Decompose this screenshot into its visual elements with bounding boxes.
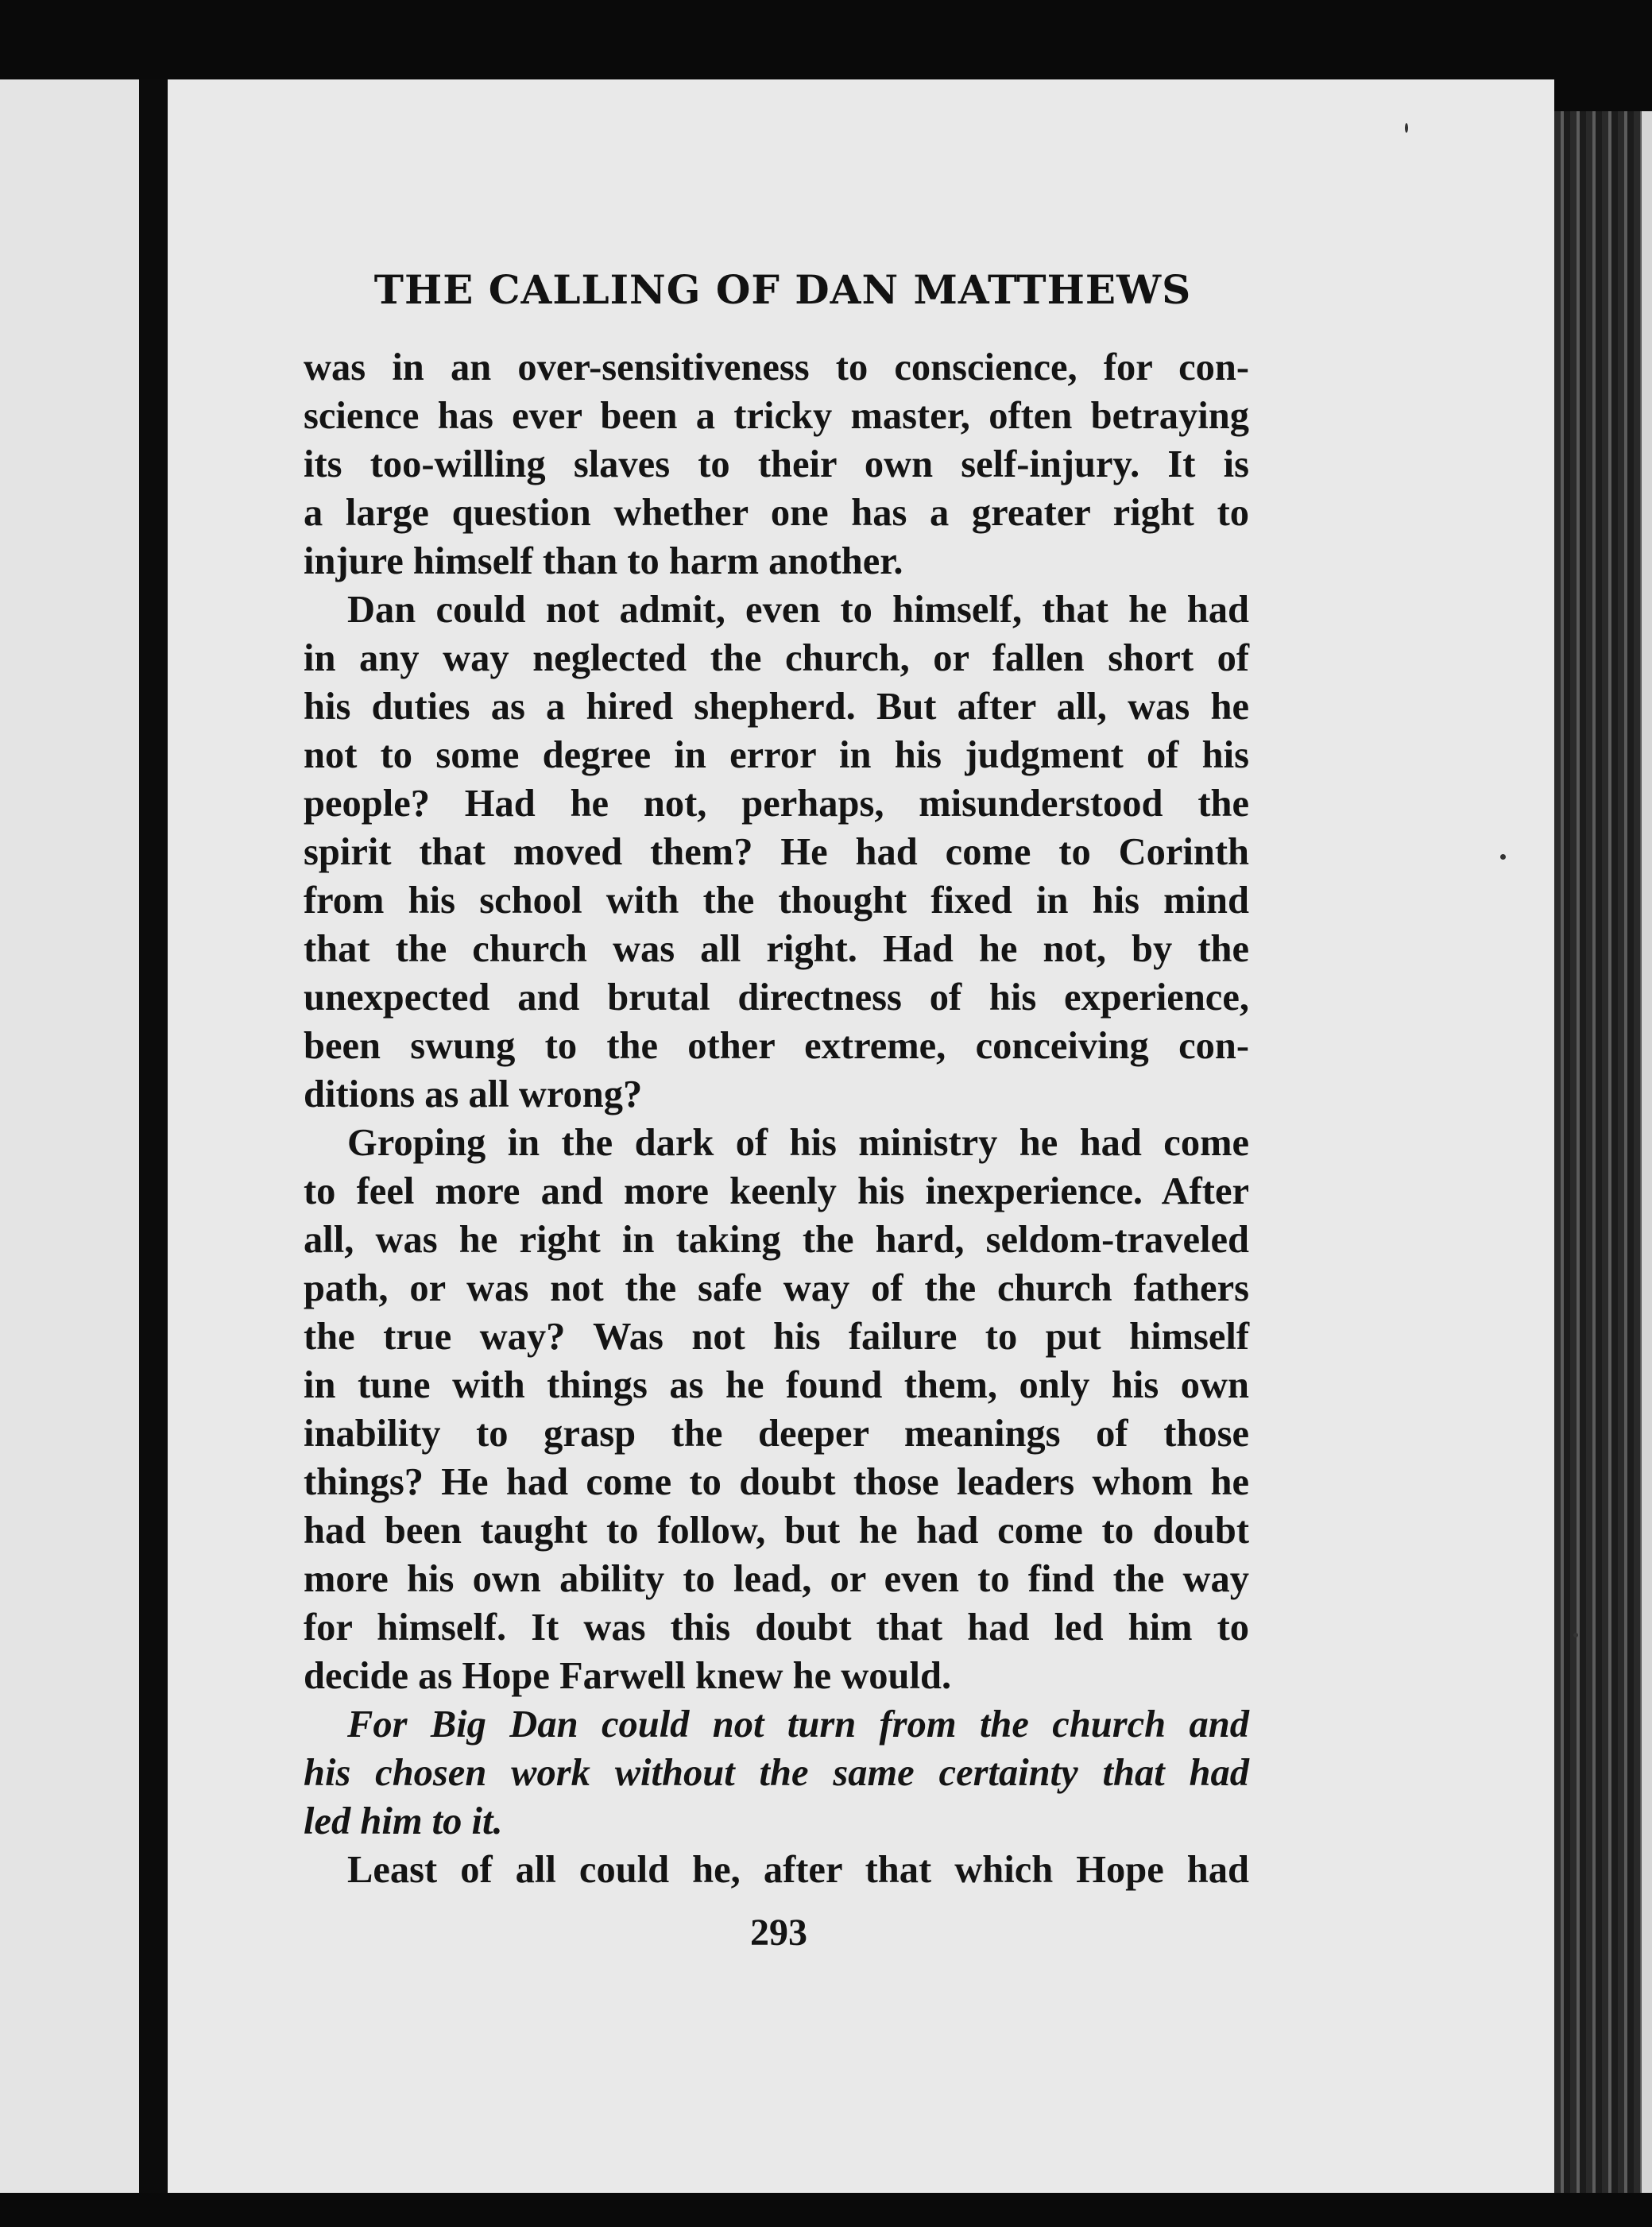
text-line: path, or was not the safe way of the church fathers	[304, 1267, 1249, 1309]
text-line: spirit that moved them? He had come to Corinth	[304, 831, 1249, 873]
page-number: 293	[750, 1912, 807, 1954]
text-line: Dan could not admit, even to himself, that he had	[347, 589, 1249, 631]
book-gutter	[139, 79, 168, 2193]
text-line: his chosen work without the same certainty that had	[304, 1752, 1249, 1794]
facing-page-edge	[0, 79, 139, 2193]
text-line: from his school with the thought fixed in his mind	[304, 880, 1249, 922]
ink-speck	[1573, 1633, 1578, 1637]
text-line: science has ever been a tricky master, often betraying	[304, 395, 1249, 437]
text-line: Groping in the dark of his ministry he had come	[347, 1122, 1249, 1164]
text-line: Least of all could he, after that which Hope had	[347, 1849, 1249, 1891]
paragraph	[304, 586, 1249, 1119]
text-line: more his own ability to lead, or even to find the way	[304, 1558, 1249, 1600]
text-line: in any way neglected the church, or fallen short of	[304, 637, 1249, 679]
paragraph	[304, 1119, 1249, 1700]
running-head: THE CALLING OF DAN MATTHEWS	[373, 266, 1192, 313]
body-text	[304, 343, 1249, 1894]
text-line: in tune with things as he found them, only his own	[304, 1364, 1249, 1406]
text-line: ditions as all wrong?	[304, 1073, 643, 1115]
text-line: for himself. It was this doubt that had led him to	[304, 1606, 1249, 1649]
text-line: been swung to the other extreme, conceiving con-	[304, 1025, 1249, 1067]
text-line: led him to it.	[304, 1800, 503, 1842]
ink-speck	[1405, 123, 1408, 133]
text-line: injure himself than to harm another.	[304, 540, 903, 582]
ink-speck	[1500, 854, 1506, 860]
text-line: For Big Dan could not turn from the church and	[347, 1703, 1249, 1746]
text-line: inability to grasp the deeper meanings of those	[304, 1413, 1249, 1455]
text-line: to feel more and more keenly his inexperience. After	[304, 1170, 1249, 1212]
text-line: not to some degree in error in his judgment of his	[304, 734, 1249, 776]
text-line: things? He had come to doubt those leaders whom he	[304, 1461, 1249, 1503]
text-line: was in an over-sensitiveness to conscience, for con-	[304, 346, 1249, 389]
page-stack-edge	[1554, 111, 1642, 2193]
text-line: had been taught to follow, but he had come to doubt	[304, 1510, 1249, 1552]
text-line: people? Had he not, perhaps, misunderstood the	[304, 783, 1249, 825]
text-line: all, was he right in taking the hard, seldom-traveled	[304, 1219, 1249, 1261]
paragraph	[304, 1700, 1249, 1846]
text-line: decide as Hope Farwell knew he would.	[304, 1655, 952, 1697]
text-line: that the church was all right. Had he not, by the	[304, 928, 1249, 970]
paragraph	[304, 1846, 1249, 1894]
text-line: his duties as a hired shepherd. But after all, was he	[304, 686, 1249, 728]
text-line: a large question whether one has a greater right to	[304, 492, 1249, 534]
text-line: the true way? Was not his failure to put himself	[304, 1316, 1249, 1358]
scan-border	[1642, 111, 1652, 2193]
text-line: its too-willing slaves to their own self-injury. It is	[304, 443, 1249, 485]
paragraph	[304, 343, 1249, 586]
text-line: unexpected and brutal directness of his experience,	[304, 976, 1249, 1019]
